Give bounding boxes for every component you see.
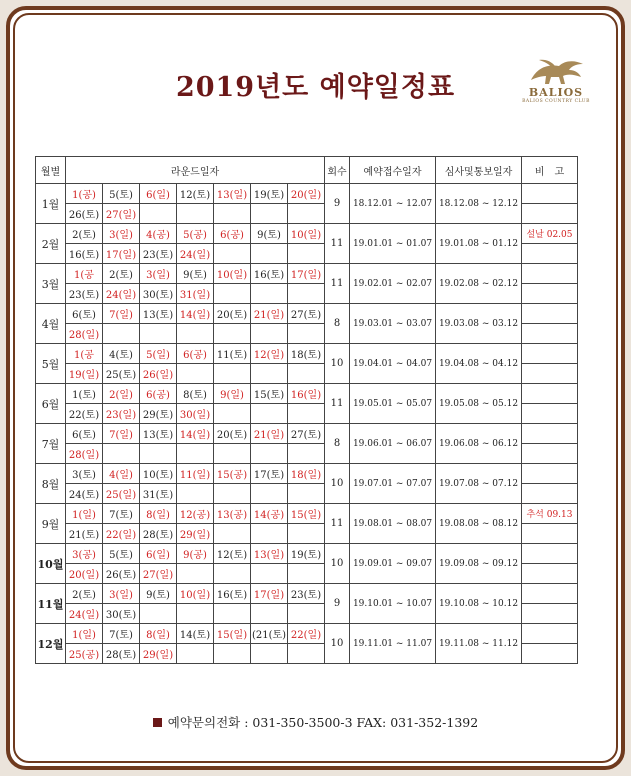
round-date: 17(일) bbox=[288, 264, 325, 284]
round-date bbox=[251, 524, 288, 544]
round-count: 10 bbox=[325, 544, 350, 584]
round-date bbox=[251, 644, 288, 664]
round-date: 17(일) bbox=[103, 244, 140, 264]
round-date: 6(공) bbox=[177, 344, 214, 364]
round-date bbox=[177, 444, 214, 464]
note-cell bbox=[522, 404, 578, 424]
round-date: 3(일) bbox=[140, 264, 177, 284]
month-row bbox=[36, 624, 578, 644]
round-date: 6(공) bbox=[214, 224, 251, 244]
round-date bbox=[288, 324, 325, 344]
round-date: 22(토) bbox=[66, 404, 103, 424]
month-label: 12월 bbox=[36, 624, 66, 664]
page-title: 2019년도 예약일정표 bbox=[175, 72, 456, 103]
round-date bbox=[288, 204, 325, 224]
round-date: 16(토) bbox=[214, 584, 251, 604]
round-date bbox=[140, 324, 177, 344]
note-cell bbox=[522, 464, 578, 484]
square-bullet-icon bbox=[153, 718, 162, 727]
reception-period: 19.05.01 ~ 05.07 bbox=[350, 384, 436, 424]
month-label: 2월 bbox=[36, 224, 66, 264]
round-date: 27(토) bbox=[288, 424, 325, 444]
round-date bbox=[251, 204, 288, 224]
round-date: 14(일) bbox=[177, 424, 214, 444]
note-cell bbox=[522, 444, 578, 464]
round-date: 26(토) bbox=[66, 204, 103, 224]
review-period: 19.03.08 ~ 03.12 bbox=[436, 304, 522, 344]
round-date: 5(공) bbox=[177, 224, 214, 244]
round-date: 5(토) bbox=[103, 184, 140, 204]
round-date: 20(토) bbox=[214, 424, 251, 444]
reception-period: 19.08.01 ~ 08.07 bbox=[350, 504, 436, 544]
round-date: 2(일) bbox=[103, 384, 140, 404]
round-date bbox=[214, 524, 251, 544]
note-cell bbox=[522, 564, 578, 584]
round-date: 20(토) bbox=[214, 304, 251, 324]
note-cell bbox=[522, 204, 578, 224]
logo-subtitle: BALIOS COUNTRY CLUB bbox=[522, 99, 590, 104]
note-cell bbox=[522, 244, 578, 264]
round-date: 1(토) bbox=[66, 384, 103, 404]
note-cell bbox=[522, 524, 578, 544]
reception-period: 19.01.01 ~ 01.07 bbox=[350, 224, 436, 264]
month-row bbox=[36, 184, 578, 204]
contact-line bbox=[0, 713, 631, 731]
round-date bbox=[140, 604, 177, 624]
round-date bbox=[288, 404, 325, 424]
round-date: 10(일) bbox=[214, 264, 251, 284]
reception-period: 19.04.01 ~ 04.07 bbox=[350, 344, 436, 384]
winged-horse-icon bbox=[525, 58, 587, 88]
round-date: 28(토) bbox=[140, 524, 177, 544]
round-date: 24(일) bbox=[177, 244, 214, 264]
note-cell bbox=[522, 384, 578, 404]
review-period: 19.04.08 ~ 04.12 bbox=[436, 344, 522, 384]
round-date: 29(토) bbox=[140, 404, 177, 424]
round-date: 10(일) bbox=[177, 584, 214, 604]
round-date bbox=[288, 364, 325, 384]
round-date bbox=[251, 364, 288, 384]
month-row bbox=[36, 304, 578, 324]
review-period: 19.05.08 ~ 05.12 bbox=[436, 384, 522, 424]
round-date: 27(토) bbox=[288, 304, 325, 324]
schedule-table bbox=[35, 156, 578, 664]
month-row bbox=[36, 384, 578, 404]
round-date bbox=[177, 484, 214, 504]
header-month: 월별 bbox=[36, 157, 66, 184]
round-date bbox=[177, 204, 214, 224]
round-date: 26(토) bbox=[103, 564, 140, 584]
round-date: 23(토) bbox=[140, 244, 177, 264]
note-cell bbox=[522, 584, 578, 604]
round-date: 26(일) bbox=[140, 364, 177, 384]
round-date bbox=[214, 204, 251, 224]
round-date: 24(일) bbox=[103, 284, 140, 304]
note-cell bbox=[522, 264, 578, 284]
round-date: 15(공) bbox=[214, 464, 251, 484]
round-date bbox=[214, 364, 251, 384]
round-date: 25(공) bbox=[66, 644, 103, 664]
round-date bbox=[251, 404, 288, 424]
round-date: 3(일) bbox=[103, 224, 140, 244]
month-row bbox=[36, 264, 578, 284]
month-label: 9월 bbox=[36, 504, 66, 544]
round-count: 8 bbox=[325, 304, 350, 344]
round-date: 14(토) bbox=[177, 624, 214, 644]
round-date: 10(토) bbox=[140, 464, 177, 484]
round-date: 5(토) bbox=[103, 544, 140, 564]
round-date: (21(토) bbox=[251, 624, 288, 644]
round-date: 8(토) bbox=[177, 384, 214, 404]
round-date: 15(토) bbox=[251, 384, 288, 404]
round-date: 30(일) bbox=[177, 404, 214, 424]
round-date: 4(공) bbox=[140, 224, 177, 244]
round-date: 18(토) bbox=[288, 344, 325, 364]
round-date bbox=[288, 564, 325, 584]
round-date: 12(공) bbox=[177, 504, 214, 524]
month-row bbox=[36, 584, 578, 604]
month-row bbox=[36, 424, 578, 444]
round-date: 3(공) bbox=[66, 544, 103, 564]
review-period: 19.02.08 ~ 02.12 bbox=[436, 264, 522, 304]
round-date bbox=[177, 644, 214, 664]
month-row bbox=[36, 544, 578, 564]
round-date: 20(일) bbox=[288, 184, 325, 204]
note-cell bbox=[522, 364, 578, 384]
round-date: 16(일) bbox=[288, 384, 325, 404]
round-date: 2(토) bbox=[66, 224, 103, 244]
header-row bbox=[36, 157, 578, 184]
round-date: 16(토) bbox=[251, 264, 288, 284]
round-count: 11 bbox=[325, 504, 350, 544]
round-date bbox=[288, 244, 325, 264]
round-date: 29(일) bbox=[177, 524, 214, 544]
round-date bbox=[214, 484, 251, 504]
note-cell bbox=[522, 424, 578, 444]
reception-period: 19.11.01 ~ 11.07 bbox=[350, 624, 436, 664]
round-date: 6(토) bbox=[66, 304, 103, 324]
round-date: 1(일) bbox=[66, 504, 103, 524]
review-period: 19.01.08 ~ 01.12 bbox=[436, 224, 522, 264]
note-cell bbox=[522, 604, 578, 624]
round-date bbox=[214, 244, 251, 264]
note-cell: 추석 09.13 bbox=[522, 504, 578, 524]
round-date: 13(공) bbox=[214, 504, 251, 524]
reception-period: 19.06.01 ~ 06.07 bbox=[350, 424, 436, 464]
round-date: 31(일) bbox=[177, 284, 214, 304]
review-period: 19.08.08 ~ 08.12 bbox=[436, 504, 522, 544]
round-date: 2(토) bbox=[66, 584, 103, 604]
note-cell bbox=[522, 324, 578, 344]
round-count: 11 bbox=[325, 384, 350, 424]
reception-period: 18.12.01 ~ 12.07 bbox=[350, 184, 436, 224]
round-date: 20(일) bbox=[66, 564, 103, 584]
round-date: 16(토) bbox=[66, 244, 103, 264]
note-cell bbox=[522, 644, 578, 664]
round-date: 6(토) bbox=[66, 424, 103, 444]
round-date: 13(일) bbox=[214, 184, 251, 204]
round-date bbox=[177, 324, 214, 344]
round-date: 6(일) bbox=[140, 184, 177, 204]
balios-logo bbox=[514, 58, 598, 104]
round-date bbox=[251, 284, 288, 304]
round-date bbox=[214, 644, 251, 664]
round-date: 28(일) bbox=[66, 324, 103, 344]
round-date: 1(공 bbox=[66, 264, 103, 284]
round-date bbox=[103, 444, 140, 464]
round-date: 1(공) bbox=[66, 184, 103, 204]
round-date: 24(토) bbox=[66, 484, 103, 504]
round-date: 13(일) bbox=[251, 544, 288, 564]
round-date bbox=[288, 644, 325, 664]
header-note: 비 고 bbox=[522, 157, 578, 184]
round-date: 30(토) bbox=[103, 604, 140, 624]
round-date bbox=[251, 484, 288, 504]
review-period: 19.11.08 ~ 11.12 bbox=[436, 624, 522, 664]
round-date: 17(토) bbox=[251, 464, 288, 484]
round-date bbox=[177, 364, 214, 384]
round-date: 23(토) bbox=[66, 284, 103, 304]
round-date: 9(토) bbox=[177, 264, 214, 284]
round-date: 8(일) bbox=[140, 624, 177, 644]
round-date: 11(토) bbox=[214, 344, 251, 364]
round-date: 28(일) bbox=[66, 444, 103, 464]
review-period: 19.10.08 ~ 10.12 bbox=[436, 584, 522, 624]
round-date: 1(공 bbox=[66, 344, 103, 364]
round-date: 4(일) bbox=[103, 464, 140, 484]
round-date: 31(토) bbox=[140, 484, 177, 504]
header-count: 회수 bbox=[325, 157, 350, 184]
round-date: 25(일) bbox=[103, 484, 140, 504]
round-date: 29(일) bbox=[140, 644, 177, 664]
round-date: 21(토) bbox=[66, 524, 103, 544]
round-count: 9 bbox=[325, 584, 350, 624]
round-date: 1(일) bbox=[66, 624, 103, 644]
note-cell: 설날 02.05 bbox=[522, 224, 578, 244]
round-date: 19(토) bbox=[251, 184, 288, 204]
note-cell bbox=[522, 284, 578, 304]
header-rounds: 라운드일자 bbox=[66, 157, 325, 184]
round-date: 8(일) bbox=[140, 504, 177, 524]
round-date bbox=[288, 284, 325, 304]
round-date bbox=[103, 324, 140, 344]
review-period: 19.06.08 ~ 06.12 bbox=[436, 424, 522, 464]
round-date: 7(일) bbox=[103, 424, 140, 444]
round-date: 21(일) bbox=[251, 304, 288, 324]
month-row bbox=[36, 504, 578, 524]
round-date: 19(일) bbox=[66, 364, 103, 384]
round-date: 14(일) bbox=[177, 304, 214, 324]
note-cell bbox=[522, 484, 578, 504]
reception-period: 19.10.01 ~ 10.07 bbox=[350, 584, 436, 624]
month-label: 1월 bbox=[36, 184, 66, 224]
month-label: 7월 bbox=[36, 424, 66, 464]
round-date: 7(일) bbox=[103, 304, 140, 324]
review-period: 19.07.08 ~ 07.12 bbox=[436, 464, 522, 504]
round-date: 9(토) bbox=[251, 224, 288, 244]
round-date: 10(일) bbox=[288, 224, 325, 244]
note-cell bbox=[522, 304, 578, 324]
round-date: 13(토) bbox=[140, 424, 177, 444]
round-date: 12(토) bbox=[177, 184, 214, 204]
round-date bbox=[214, 324, 251, 344]
month-label: 6월 bbox=[36, 384, 66, 424]
round-date: 12(일) bbox=[251, 344, 288, 364]
round-date: 18(일) bbox=[288, 464, 325, 484]
round-date bbox=[214, 604, 251, 624]
round-date bbox=[140, 444, 177, 464]
round-count: 10 bbox=[325, 464, 350, 504]
round-date bbox=[177, 564, 214, 584]
round-date: 14(공) bbox=[251, 504, 288, 524]
round-count: 11 bbox=[325, 264, 350, 304]
review-period: 18.12.08 ~ 12.12 bbox=[436, 184, 522, 224]
round-date: 4(토) bbox=[103, 344, 140, 364]
round-date bbox=[288, 484, 325, 504]
round-date bbox=[288, 524, 325, 544]
round-date: 24(일) bbox=[66, 604, 103, 624]
round-date: 13(토) bbox=[140, 304, 177, 324]
round-date bbox=[214, 404, 251, 424]
round-date: 21(일) bbox=[251, 424, 288, 444]
reception-period: 19.03.01 ~ 03.07 bbox=[350, 304, 436, 344]
round-date: 15(일) bbox=[214, 624, 251, 644]
round-date: 25(토) bbox=[103, 364, 140, 384]
review-period: 19.09.08 ~ 09.12 bbox=[436, 544, 522, 584]
month-row bbox=[36, 224, 578, 244]
month-label: 3월 bbox=[36, 264, 66, 304]
note-cell bbox=[522, 344, 578, 364]
round-date: 12(토) bbox=[214, 544, 251, 564]
round-date: 9(토) bbox=[140, 584, 177, 604]
round-date bbox=[251, 324, 288, 344]
contact-text: 예약문의전화 : 031-350-3500-3 FAX: 031-352-1392 bbox=[167, 715, 479, 730]
logo-name: BALIOS bbox=[528, 86, 584, 99]
month-row bbox=[36, 464, 578, 484]
round-date: 19(토) bbox=[288, 544, 325, 564]
note-cell bbox=[522, 544, 578, 564]
round-count: 9 bbox=[325, 184, 350, 224]
round-date: 17(일) bbox=[251, 584, 288, 604]
round-date bbox=[251, 564, 288, 584]
month-label: 11월 bbox=[36, 584, 66, 624]
reception-period: 19.02.01 ~ 02.07 bbox=[350, 264, 436, 304]
round-date: 7(토) bbox=[103, 624, 140, 644]
round-count: 8 bbox=[325, 424, 350, 464]
round-date: 7(토) bbox=[103, 504, 140, 524]
note-cell bbox=[522, 624, 578, 644]
reception-period: 19.07.01 ~ 07.07 bbox=[350, 464, 436, 504]
round-date: 5(일) bbox=[140, 344, 177, 364]
round-date bbox=[214, 444, 251, 464]
round-date: 2(토) bbox=[103, 264, 140, 284]
round-date: 23(일) bbox=[103, 404, 140, 424]
round-count: 10 bbox=[325, 624, 350, 664]
round-date: 6(공) bbox=[140, 384, 177, 404]
round-date: 22(일) bbox=[288, 624, 325, 644]
round-date: 27(일) bbox=[140, 564, 177, 584]
round-date bbox=[251, 604, 288, 624]
round-date: 3(일) bbox=[103, 584, 140, 604]
round-date bbox=[288, 444, 325, 464]
round-date bbox=[140, 204, 177, 224]
round-date bbox=[288, 604, 325, 624]
round-date: 22(일) bbox=[103, 524, 140, 544]
reception-period: 19.09.01 ~ 09.07 bbox=[350, 544, 436, 584]
round-date: 23(토) bbox=[288, 584, 325, 604]
round-date: 3(토) bbox=[66, 464, 103, 484]
round-count: 11 bbox=[325, 224, 350, 264]
month-label: 4월 bbox=[36, 304, 66, 344]
month-row bbox=[36, 344, 578, 364]
round-date: 9(일) bbox=[214, 384, 251, 404]
header-review: 심사및통보일자 bbox=[436, 157, 522, 184]
month-label: 5월 bbox=[36, 344, 66, 384]
round-date: 9(공) bbox=[177, 544, 214, 564]
round-date: 6(일) bbox=[140, 544, 177, 564]
round-date bbox=[214, 564, 251, 584]
note-cell bbox=[522, 184, 578, 204]
round-date: 11(일) bbox=[177, 464, 214, 484]
round-count: 10 bbox=[325, 344, 350, 384]
round-date: 30(토) bbox=[140, 284, 177, 304]
month-label: 10월 bbox=[36, 544, 66, 584]
round-date bbox=[251, 444, 288, 464]
month-label: 8월 bbox=[36, 464, 66, 504]
round-date bbox=[214, 284, 251, 304]
header-reception: 예약접수일자 bbox=[350, 157, 436, 184]
round-date: 27(일) bbox=[103, 204, 140, 224]
round-date: 28(토) bbox=[103, 644, 140, 664]
round-date: 15(일) bbox=[288, 504, 325, 524]
round-date bbox=[251, 244, 288, 264]
round-date bbox=[177, 604, 214, 624]
